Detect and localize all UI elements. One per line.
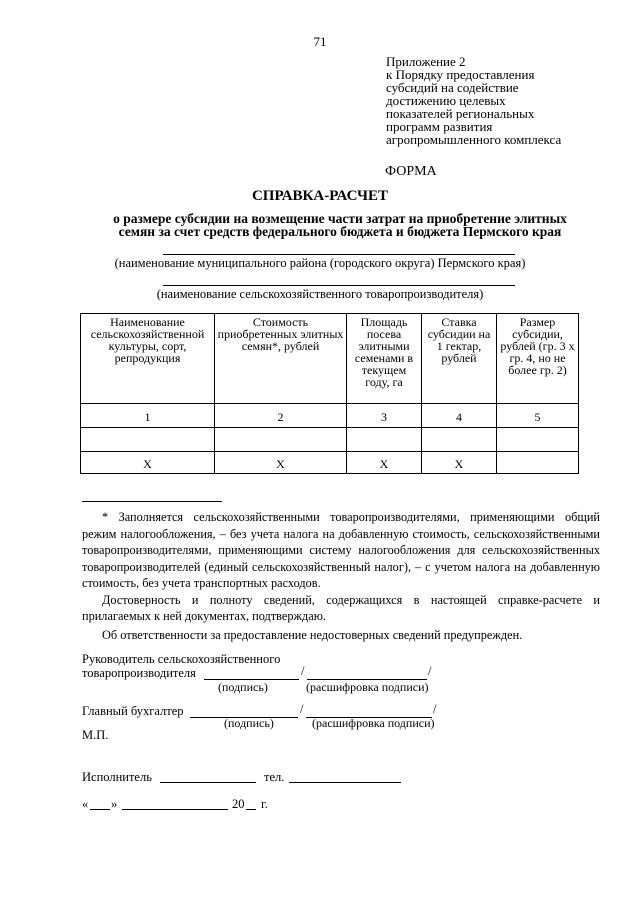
chief-decoding-caption: (расшифровка подписи) (312, 716, 435, 730)
document-title: СПРАВКА-РАСЧЕТ (251, 188, 389, 204)
column-number: 4 (422, 404, 497, 428)
table-cell (497, 452, 579, 474)
region-underline (163, 254, 515, 255)
subtitle-line-1: о размере субсидии на возмещение части затрат на приобретение элитных (113, 211, 567, 226)
phone-label: тел. (264, 770, 285, 784)
appendix-line: достижению целевых (386, 93, 506, 108)
head-slash-end: / (428, 664, 432, 678)
statement-responsibility: Об ответственности за предоставление недостоверных сведений предупрежден. (102, 627, 523, 642)
appendix-line: субсидий на содействие (386, 80, 519, 95)
header-rate: Ставка субсидии на 1 гектар, рублей (422, 314, 497, 404)
table-cell: Х (81, 452, 215, 474)
head-slash: / (301, 664, 305, 678)
footnote-separator (82, 501, 222, 502)
appendix-line: Приложение 2 (386, 54, 466, 69)
executor-label: Исполнитель (82, 770, 152, 784)
page-number: 71 (313, 34, 327, 49)
header-cost: Стоимость приобретенных элитных семян*, рублей (215, 314, 347, 404)
footnote-block (82, 509, 600, 643)
appendix-line: агропромышленного комплекса (386, 132, 562, 147)
date-year-prefix: 20 (232, 797, 245, 811)
table-header-row (81, 314, 579, 404)
table-cell (422, 428, 497, 452)
form-label: ФОРМА (385, 164, 437, 179)
header-crop: Наименование сельскохозяйственной культуры, сорт, репродукция (81, 314, 215, 404)
column-number: 5 (497, 404, 579, 428)
appendix-line: программ развития (386, 119, 493, 134)
column-number: 3 (347, 404, 422, 428)
table-row-empty (81, 428, 579, 452)
document-subtitle (60, 212, 620, 238)
header-area: Площадь посева элитными семенами в текущем году, га (347, 314, 422, 404)
table-cell (347, 428, 422, 452)
stamp-label: М.П. (82, 728, 109, 742)
date-year-line[interactable] (246, 809, 256, 810)
head-label-line1: Руководитель сельскохозяйственного (82, 652, 281, 666)
table-row-total (81, 452, 579, 474)
phone-line[interactable] (289, 782, 401, 783)
table-cell (215, 428, 347, 452)
appendix-block (386, 55, 626, 146)
region-caption: (наименование муниципального района (городского округа) Пермского края) (114, 256, 526, 270)
table-cell: Х (215, 452, 347, 474)
table-cell (81, 428, 215, 452)
chief-slash-end: / (433, 702, 437, 716)
table-row-numbers (81, 404, 579, 428)
head-signature-caption: (подпись) (218, 680, 268, 694)
table-cell (497, 428, 579, 452)
head-decoding-caption: (расшифровка подписи) (306, 680, 429, 694)
producer-caption: (наименование сельскохозяйственного товаропроизводителя) (156, 287, 484, 301)
date-year-suffix: г. (261, 797, 268, 811)
date-quote-open: « (82, 797, 89, 811)
executor-name-line[interactable] (160, 782, 256, 783)
header-subsidy: Размер субсидии, рублей (гр. 3 х гр. 4, но не более гр. 2) (497, 314, 579, 404)
producer-underline (163, 285, 515, 286)
chief-accountant-label: Главный бухгалтер (82, 704, 184, 718)
statement-confirm: Достоверность и полноту сведений, содержащихся в настоящей справке-расчете и прилагаемых к ней документах, подтверждаю. (82, 592, 600, 623)
appendix-line: к Порядку предоставления (386, 67, 535, 82)
footnote-text: * Заполняется сельскохозяйственными товаропроизводителями, применяющими общий режим налогообложения, – без учета налога на добавленную стоимость, сельскохозяйственными товаропроизводителями, применяющими систему налогообложения для сельскохозяйственных товаропроизводителей (единый сельскохозяйственный налог), – с учетом налога на добавленную стоимость, без учета транспортных расходов. (82, 510, 600, 590)
subsidy-table (80, 313, 579, 474)
subtitle-line-2: семян за счет средств федерального бюджета и бюджета Пермского края (118, 224, 562, 239)
date-quote-close: » (111, 797, 118, 811)
date-month-line[interactable] (122, 809, 228, 810)
appendix-line: показателей региональных (386, 106, 535, 121)
column-number: 1 (81, 404, 215, 428)
date-day-line[interactable] (90, 809, 110, 810)
table-cell: Х (347, 452, 422, 474)
column-number: 2 (215, 404, 347, 428)
head-label-line2: товаропроизводителя (82, 666, 196, 680)
chief-slash: / (300, 702, 304, 716)
chief-signature-caption: (подпись) (224, 716, 274, 730)
table-cell: Х (422, 452, 497, 474)
